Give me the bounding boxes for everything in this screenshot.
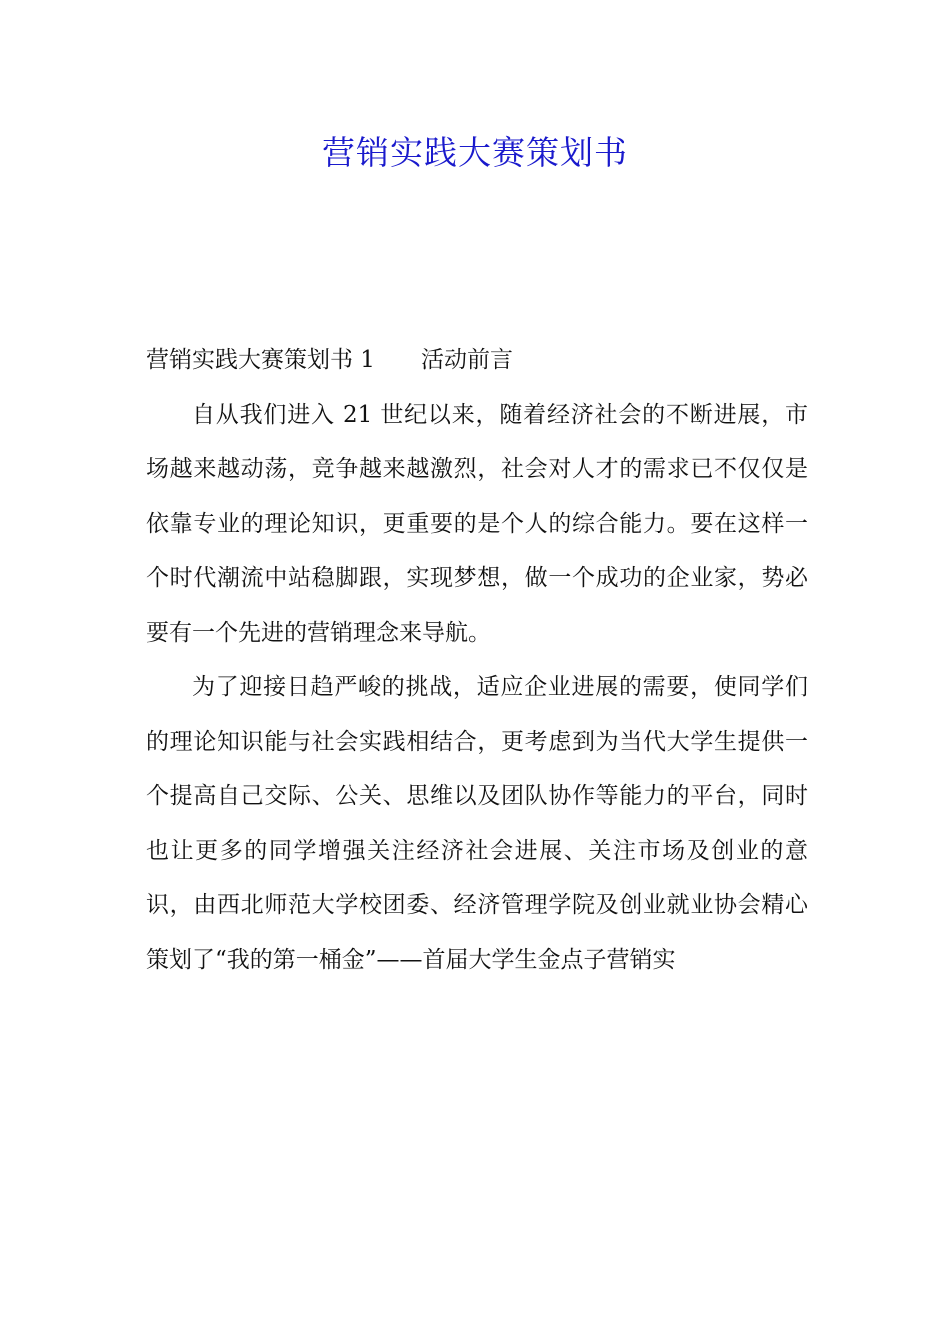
paragraph-intro: 自从我们进入 21 世纪以来，随着经济社会的不断进展，市场越来越动荡，竞争越来越激烈，社会对人才的需求已不仅仅是依靠专业的理论知识，更重要的是个人的综合能力。要在这样一个时代潮流中站稳脚跟，实现梦想，做一个成功的企业家，势必要有一个先进的营销理念来导航。 (146, 401, 808, 646)
document-title: 营销实践大赛策划书 (322, 133, 628, 172)
paragraph-purpose: 为了迎接日趋严峻的挑战，适应企业进展的需要，使同学们的理论知识能与社会实践相结合，更考虑到为当代大学生提供一个提高自己交际、公关、思维以及团队协作等能力的平台，同时也让更多的同学增强关注经济社会进展、关注市场及创业的意识，由西北师范大学校团委、经济管理学院及创业就业协会精心策划了“我的第一桶金”——首届大学生金点子营销实 (146, 674, 808, 973)
document-body (146, 333, 808, 987)
section-heading-line: 营销实践大赛策划书 1 活动前言 (146, 347, 513, 373)
